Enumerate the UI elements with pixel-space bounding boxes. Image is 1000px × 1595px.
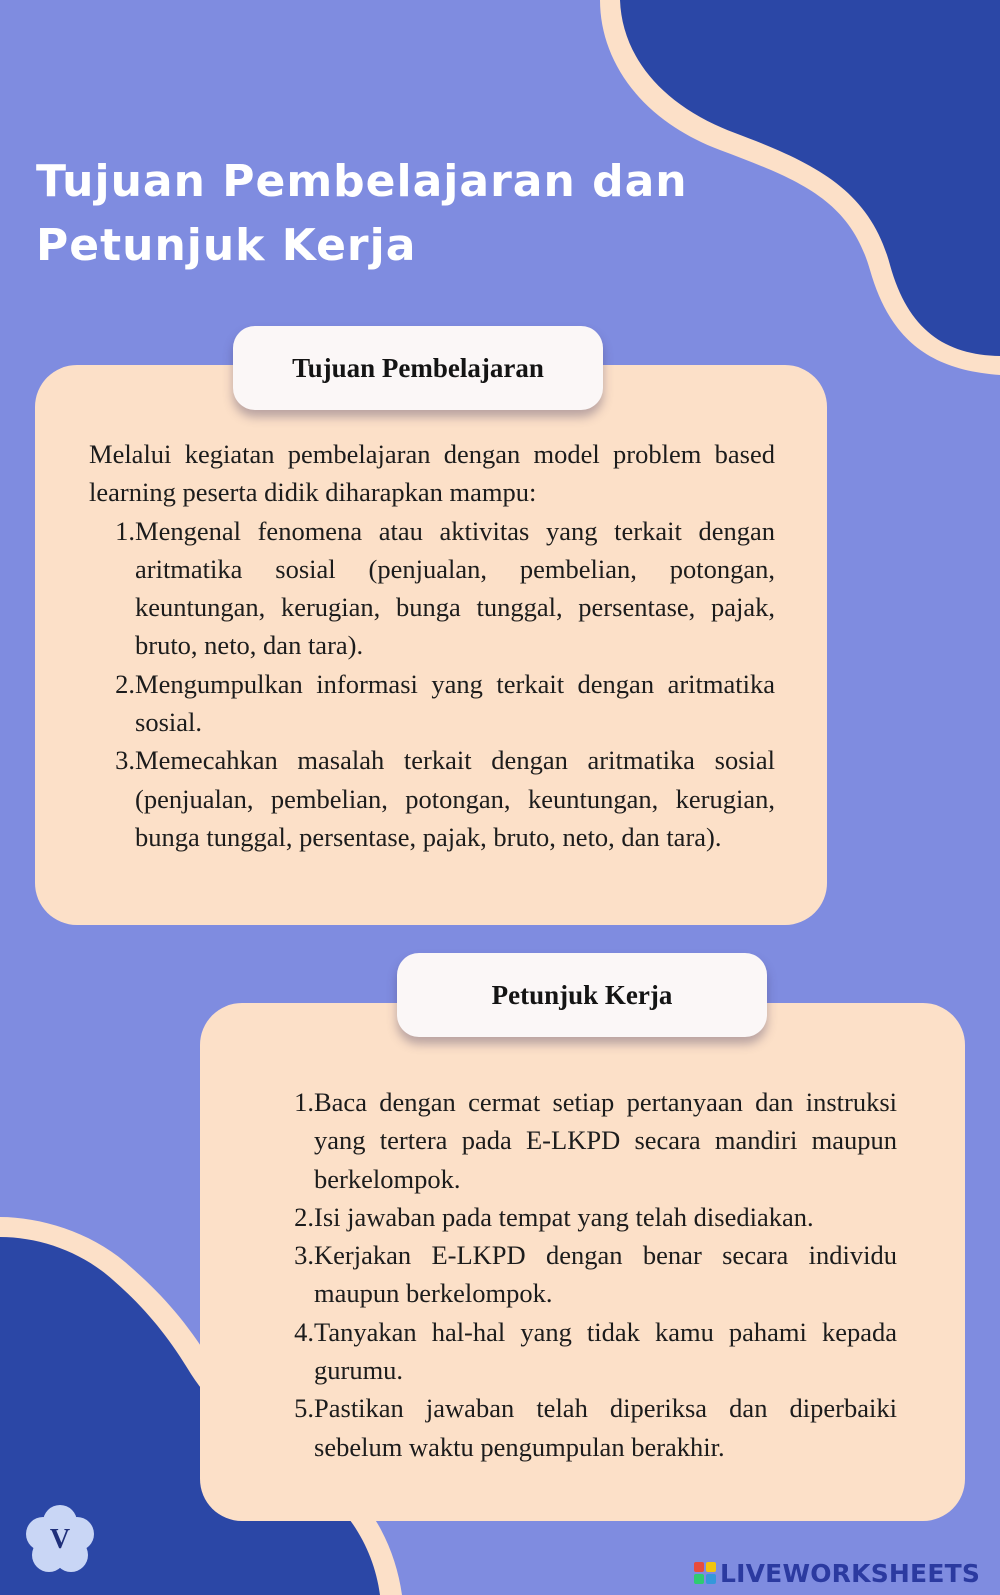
list-item (282, 1389, 897, 1466)
page-title (36, 150, 736, 278)
learning-goals-card (35, 365, 827, 925)
watermark-text: LIVEWORKSHEETS (720, 1558, 981, 1588)
list-item-text: Mengenal fenomena atau aktivitas yang terkait dengan aritmatika sosial (penjualan, pembelian, potongan, keuntungan, kerugian, bunga tunggal, persentase, pajak, bruto, neto, dan tara). (135, 515, 775, 661)
list-item-text: Tanyakan hal-hal yang tidak kamu pahami kepada gurumu. (314, 1316, 897, 1386)
page-title-line-1: Tujuan Pembelajaran dan (36, 156, 688, 207)
list-item-number: 2. (294, 1201, 314, 1232)
list-item-text: Mengumpulkan informasi yang terkait dengan aritmatika sosial. (135, 668, 775, 738)
liveworksheets-logo-icon (694, 1562, 716, 1584)
list-item-text: Memecahkan masalah terkait dengan aritmatika sosial (penjualan, pembelian, potongan, keuntungan, kerugian, bunga tunggal, persentase, pajak, bruto, neto, dan tara). (135, 745, 775, 852)
page-number-badge (20, 1500, 100, 1580)
list-item (282, 1083, 897, 1198)
liveworksheets-watermark[interactable] (694, 1555, 980, 1591)
list-item-number: 1. (115, 515, 135, 546)
list-item (282, 1236, 897, 1313)
learning-goals-list (89, 512, 775, 857)
list-item-text: Pastikan jawaban telah diperiksa dan diperbaiki sebelum waktu pengumpulan berakhir. (314, 1393, 897, 1462)
page-title-line-2: Petunjuk Kerja (36, 220, 417, 271)
list-item-number: 2. (115, 668, 135, 699)
list-item (282, 1198, 897, 1236)
work-instructions-card (200, 1003, 965, 1521)
list-item-number: 1. (294, 1087, 314, 1117)
work-instructions-heading: Petunjuk Kerja (397, 953, 767, 1037)
list-item-text: Baca dengan cermat setiap pertanyaan dan instruksi yang tertera pada E-LKPD secara mandiri maupun berkelompok. (314, 1087, 897, 1194)
list-item (89, 665, 775, 742)
page-number: V (49, 1524, 71, 1555)
list-item-text: Kerjakan E-LKPD dengan benar secara individu maupun berkelompok. (314, 1240, 897, 1309)
list-item (282, 1313, 897, 1390)
learning-goals-heading: Tujuan Pembelajaran (233, 326, 603, 410)
list-item (89, 512, 775, 665)
list-item-number: 3. (294, 1240, 314, 1271)
learning-goals-intro: Melalui kegiatan pembelajaran dengan model problem based learning peserta didik diharapkan mampu: (89, 439, 775, 508)
list-item-text: Isi jawaban pada tempat yang telah disediakan. (314, 1201, 814, 1232)
work-instructions-list (282, 1083, 897, 1466)
list-item-number: 3. (115, 745, 135, 776)
list-item-number: 4. (294, 1316, 314, 1347)
list-item (89, 741, 775, 856)
list-item-number: 5. (294, 1393, 314, 1424)
